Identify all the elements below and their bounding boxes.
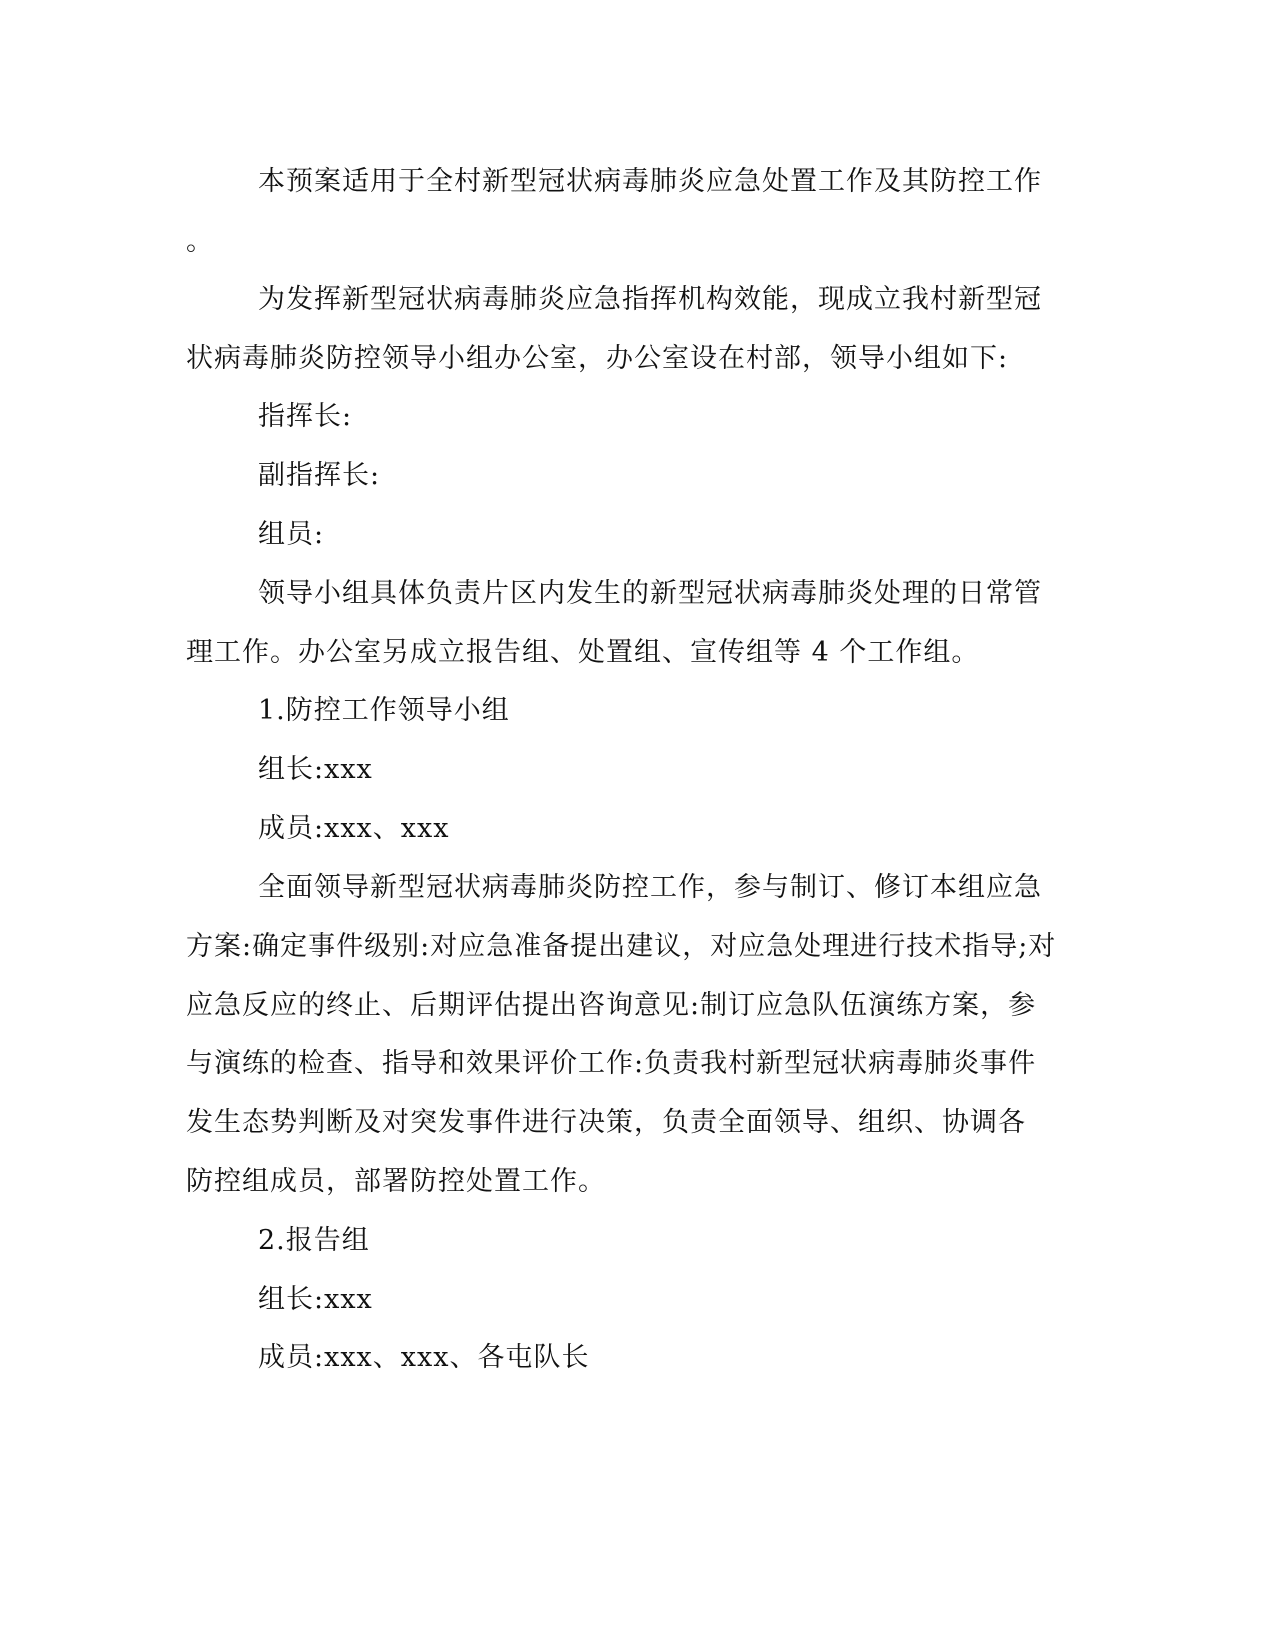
members-label: 组员: [258, 519, 325, 550]
commander-label: 指挥长: [258, 401, 353, 432]
section-heading-report-group: 2.报告组 [258, 1225, 370, 1256]
paragraph-duties-line-6: 防控组成员，部署防控处置工作。 [186, 1166, 606, 1197]
group-leader-line: 组长:xxx [258, 754, 373, 785]
report-group-leader-line: 组长:xxx [258, 1284, 373, 1315]
report-group-members-line: 成员:xxx、xxx、各屯队长 [258, 1342, 590, 1373]
paragraph-duties-line-3: 应急反应的终止、后期评估提出咨询意见:制订应急队伍演练方案，参 [186, 990, 1037, 1021]
group-members-line: 成员:xxx、xxx [258, 813, 450, 844]
paragraph-scope-line-2: 。 [186, 226, 214, 257]
paragraph-scope-line-1: 本预案适用于全村新型冠状病毒肺炎应急处置工作及其防控工作 [258, 166, 1042, 197]
paragraph-duties-line-4: 与演练的检查、指导和效果评价工作:负责我村新型冠状病毒肺炎事件 [186, 1048, 1037, 1079]
paragraph-office-line-2: 状病毒肺炎防控领导小组办公室，办公室设在村部，领导小组如下: [186, 343, 1009, 374]
paragraph-office-line-1: 为发挥新型冠状病毒肺炎应急指挥机构效能，现成立我村新型冠 [258, 284, 1042, 315]
paragraph-duties-line-1: 全面领导新型冠状病毒肺炎防控工作，参与制订、修订本组应急 [258, 872, 1042, 903]
paragraph-leadership-line-2: 理工作。办公室另成立报告组、处置组、宣传组等 4 个工作组。 [186, 637, 980, 668]
deputy-commander-label: 副指挥长: [258, 460, 381, 491]
paragraph-duties-line-5: 发生态势判断及对突发事件进行决策，负责全面领导、组织、协调各 [186, 1107, 1026, 1138]
paragraph-leadership-line-1: 领导小组具体负责片区内发生的新型冠状病毒肺炎处理的日常管 [258, 578, 1042, 609]
section-heading-leadership-group: 1.防控工作领导小组 [258, 695, 510, 726]
paragraph-duties-line-2: 方案:确定事件级别:对应急准备提出建议，对应急处理进行技术指导;对 [186, 931, 1057, 962]
